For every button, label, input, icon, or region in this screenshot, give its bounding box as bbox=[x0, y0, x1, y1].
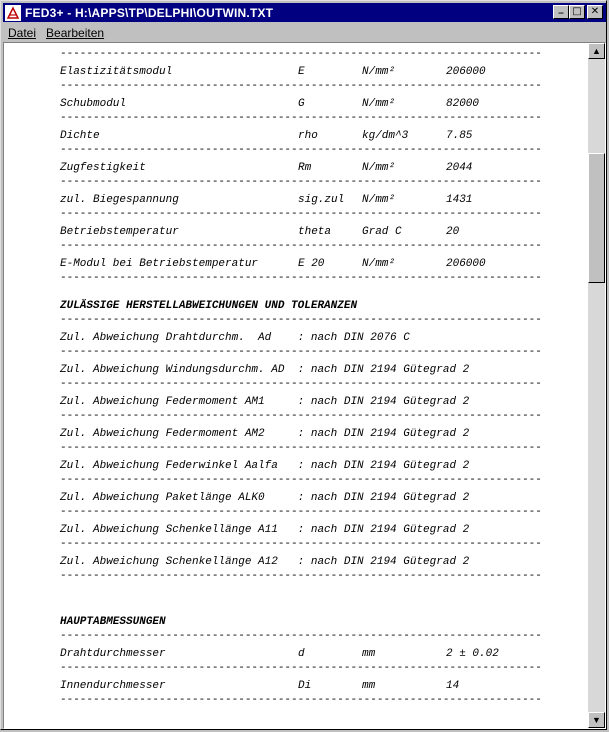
separator-line: ------------------------------------------------------------------------- bbox=[60, 630, 542, 642]
menu-bearbeiten[interactable] bbox=[41, 26, 109, 40]
separator-line: ------------------------------------------------------------------------- bbox=[60, 506, 542, 518]
property-unit: Grad C bbox=[362, 226, 402, 238]
scroll-thumb[interactable] bbox=[588, 153, 605, 283]
menu-datei-label: Datei bbox=[8, 25, 37, 40]
property-unit: kg/dm^3 bbox=[362, 130, 409, 142]
property-value: 82000 bbox=[446, 98, 480, 110]
app-icon[interactable] bbox=[5, 5, 21, 21]
scroll-up-button[interactable] bbox=[588, 43, 605, 59]
property-symbol: Rm bbox=[298, 162, 312, 174]
tolerance-row: Zul. Abweichung Federmoment AM1 : nach DIN 2194 Gütegrad 2 bbox=[60, 396, 470, 408]
menu-bar bbox=[3, 23, 606, 42]
window-title: FED3+ - H:\APPS\TP\DELPHI\OUTWIN.TXT bbox=[25, 5, 274, 20]
property-name: Elastizitätsmodul bbox=[60, 66, 173, 78]
tolerance-row: Zul. Abweichung Paketlänge ALK0 : nach DIN 2194 Gütegrad 2 bbox=[60, 492, 470, 504]
property-unit: N/mm² bbox=[362, 194, 396, 206]
separator-line: ------------------------------------------------------------------------- bbox=[60, 378, 542, 390]
property-name: Drahtdurchmesser bbox=[60, 648, 166, 660]
property-value: 7.85 bbox=[446, 130, 473, 142]
property-symbol: rho bbox=[298, 130, 318, 142]
close-icon: ✕ bbox=[590, 6, 600, 17]
separator-line: ------------------------------------------------------------------------- bbox=[60, 662, 542, 674]
close-button[interactable] bbox=[587, 5, 603, 19]
separator-line: ------------------------------------------------------------------------- bbox=[60, 272, 542, 284]
property-value: 206000 bbox=[446, 258, 486, 270]
tolerance-row: Zul. Abweichung Schenkellänge A12 : nach DIN 2194 Gütegrad 2 bbox=[60, 556, 470, 568]
tolerance-row: Zul. Abweichung Federmoment AM2 : nach DIN 2194 Gütegrad 2 bbox=[60, 428, 470, 440]
separator-line: ------------------------------------------------------------------------- bbox=[60, 474, 542, 486]
property-value: 20 bbox=[446, 226, 460, 238]
tolerance-row: Zul. Abweichung Drahtdurchm. Ad : nach DIN 2076 C bbox=[60, 332, 410, 344]
property-value: 206000 bbox=[446, 66, 486, 78]
menu-datei[interactable] bbox=[3, 26, 41, 40]
property-symbol: d bbox=[298, 648, 305, 660]
property-symbol: E bbox=[298, 66, 305, 78]
property-unit: N/mm² bbox=[362, 258, 396, 270]
title-bar[interactable] bbox=[3, 3, 606, 22]
minimize-icon: _ bbox=[558, 3, 564, 14]
scroll-up-icon: ▲ bbox=[592, 46, 601, 56]
property-name: Betriebstemperatur bbox=[60, 226, 179, 238]
document-view[interactable] bbox=[3, 42, 606, 729]
scroll-down-button[interactable] bbox=[588, 712, 605, 728]
maximize-button[interactable] bbox=[569, 5, 585, 19]
property-name: zul. Biegespannung bbox=[60, 194, 179, 206]
scroll-down-icon: ▼ bbox=[592, 715, 601, 725]
property-unit: mm bbox=[362, 648, 376, 660]
property-symbol: theta bbox=[298, 226, 332, 238]
tolerance-row: Zul. Abweichung Schenkellänge A11 : nach DIN 2194 Gütegrad 2 bbox=[60, 524, 470, 536]
property-symbol: G bbox=[298, 98, 305, 110]
property-unit: N/mm² bbox=[362, 98, 396, 110]
separator-line: ------------------------------------------------------------------------- bbox=[60, 314, 542, 326]
property-symbol: E 20 bbox=[298, 258, 325, 270]
separator-line: ------------------------------------------------------------------------- bbox=[60, 346, 542, 358]
section-heading-tolerances: ZULÄSSIGE HERSTELLABWEICHUNGEN UND TOLERANZEN bbox=[60, 300, 358, 312]
tolerance-row: Zul. Abweichung Federwinkel Aalfa : nach DIN 2194 Gütegrad 2 bbox=[60, 460, 470, 472]
property-name: Schubmodul bbox=[60, 98, 127, 110]
separator-line: ------------------------------------------------------------------------- bbox=[60, 694, 542, 706]
document-content bbox=[4, 43, 588, 728]
separator-line: ------------------------------------------------------------------------- bbox=[60, 570, 542, 582]
property-name: Innendurchmesser bbox=[60, 680, 166, 692]
property-unit: N/mm² bbox=[362, 162, 396, 174]
section-heading-dimensions: HAUPTABMESSUNGEN bbox=[60, 616, 166, 628]
menu-bearbeiten-label: Bearbeiten bbox=[46, 25, 105, 40]
separator-line: ------------------------------------------------------------------------- bbox=[60, 442, 542, 454]
separator-line: ------------------------------------------------------------------------- bbox=[60, 208, 542, 220]
separator-line: ------------------------------------------------------------------------- bbox=[60, 48, 542, 60]
separator-line: ------------------------------------------------------------------------- bbox=[60, 80, 542, 92]
property-unit: mm bbox=[362, 680, 376, 692]
property-symbol: Di bbox=[298, 680, 312, 692]
vertical-scrollbar[interactable] bbox=[588, 43, 605, 728]
property-symbol: sig.zul bbox=[298, 194, 345, 206]
separator-line: ------------------------------------------------------------------------- bbox=[60, 144, 542, 156]
minimize-button[interactable] bbox=[553, 5, 569, 19]
property-unit: N/mm² bbox=[362, 66, 396, 78]
separator-line: ------------------------------------------------------------------------- bbox=[60, 112, 542, 124]
property-value: 14 bbox=[446, 680, 460, 692]
separator-line: ------------------------------------------------------------------------- bbox=[60, 240, 542, 252]
separator-line: ------------------------------------------------------------------------- bbox=[60, 538, 542, 550]
property-value: 1431 bbox=[446, 194, 473, 206]
maximize-icon: □ bbox=[572, 6, 582, 17]
property-name: Zugfestigkeit bbox=[60, 162, 146, 174]
separator-line: ------------------------------------------------------------------------- bbox=[60, 410, 542, 422]
tolerance-row: Zul. Abweichung Windungsdurchm. AD : nach DIN 2194 Gütegrad 2 bbox=[60, 364, 470, 376]
property-value: 2044 bbox=[446, 162, 473, 174]
property-name: Dichte bbox=[60, 130, 100, 142]
property-value: 2 ± 0.02 bbox=[446, 648, 499, 660]
property-name: E-Modul bei Betriebstemperatur bbox=[60, 258, 259, 270]
separator-line: ------------------------------------------------------------------------- bbox=[60, 176, 542, 188]
